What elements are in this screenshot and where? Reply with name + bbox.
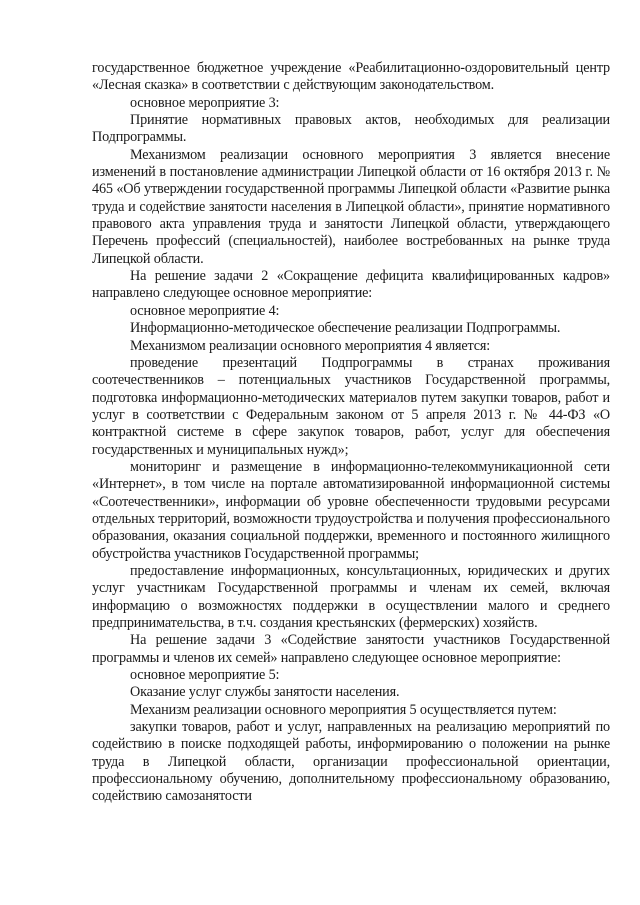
- paragraph-6: основное мероприятие 4:: [130, 302, 280, 319]
- paragraph-12: На решение задачи 3 «Содействие занятости участников Государственной программы и членов их семей» направлено следующее основное мероприятие:: [92, 632, 610, 666]
- paragraph-8: Механизмом реализации основного мероприятия 4 является:: [130, 337, 491, 354]
- paragraph-9: проведение презентаций Подпрограммы в странах проживания соотечественников – потенциальных участников Государственной программы, подготовка информационно-методических материалов путем закупки товаров, работ и услуг в соответствии с Федеральным законом от 5 апреля 2013 г. № 44-ФЗ «О контрактной системе в сфере закупок товаров, работ, услуг для обеспечения государственных и муниципальных нужд»;: [92, 354, 610, 458]
- paragraph-1: государственное бюджетное учреждение «Реабилитационно-оздоровительный центр «Лесная сказка» в соответствии с действующим законодательством.: [92, 60, 610, 94]
- paragraph-11: предоставление информационных, консультационных, юридических и других услуг участникам Государственной программы и членам их семей, включая информацию о возможностях поддержки в осуществлении малого и среднего предпринимательства, в т.ч. создания крестьянских (фермерских) хозяйств.: [92, 562, 610, 631]
- paragraph-7: Информационно-методическое обеспечение реализации Подпрограммы.: [130, 320, 561, 337]
- paragraph-14: Оказание услуг службы занятости населения.: [130, 684, 400, 701]
- paragraph-16: закупки товаров, работ и услуг, направленных на реализацию мероприятий по содействию в поиске подходящей работы, информированию о положении на рынке труда в Липецкой области, организации профессиональной ориентации, профессиональному обучению, дополнительному профессиональному образованию, содействию самозанятости: [92, 719, 610, 805]
- paragraph-5: На решение задачи 2 «Сокращение дефицита квалифицированных кадров» направлено следующее основное мероприятие:: [92, 268, 610, 302]
- paragraph-2: основное мероприятие 3:: [130, 94, 280, 111]
- paragraph-13: основное мероприятие 5:: [130, 667, 280, 684]
- paragraph-3: Принятие нормативных правовых актов, необходимых для реализации Подпрограммы.: [92, 112, 610, 146]
- paragraph-4: Механизмом реализации основного мероприятия 3 является внесение изменений в постановление администрации Липецкой области от 16 октября 2013 г. № 465 «Об утверждении государственной программы Липецкой области «Развитие рынка труда и содействие занятости населения в Липецкой области», принятие нормативного правового акта управления труда и занятости Липецкой области, утверждающего Перечень профессий (специальностей), наиболее востребованных на рынке труда Липецкой области.: [92, 146, 610, 267]
- paragraph-10: мониторинг и размещение в информационно-телекоммуникационной сети «Интернет», в том числе на портале автоматизированной информационной системы «Соотечественники», информации об уровне обеспеченности трудовыми ресурсами отдельных территорий, возможности трудоустройства и получения профессионального образования, оказания социальной поддержки, временного и постоянного жилищного обустройства участников Государственной программы;: [92, 458, 610, 562]
- paragraph-15: Механизм реализации основного мероприятия 5 осуществляется путем:: [130, 701, 557, 718]
